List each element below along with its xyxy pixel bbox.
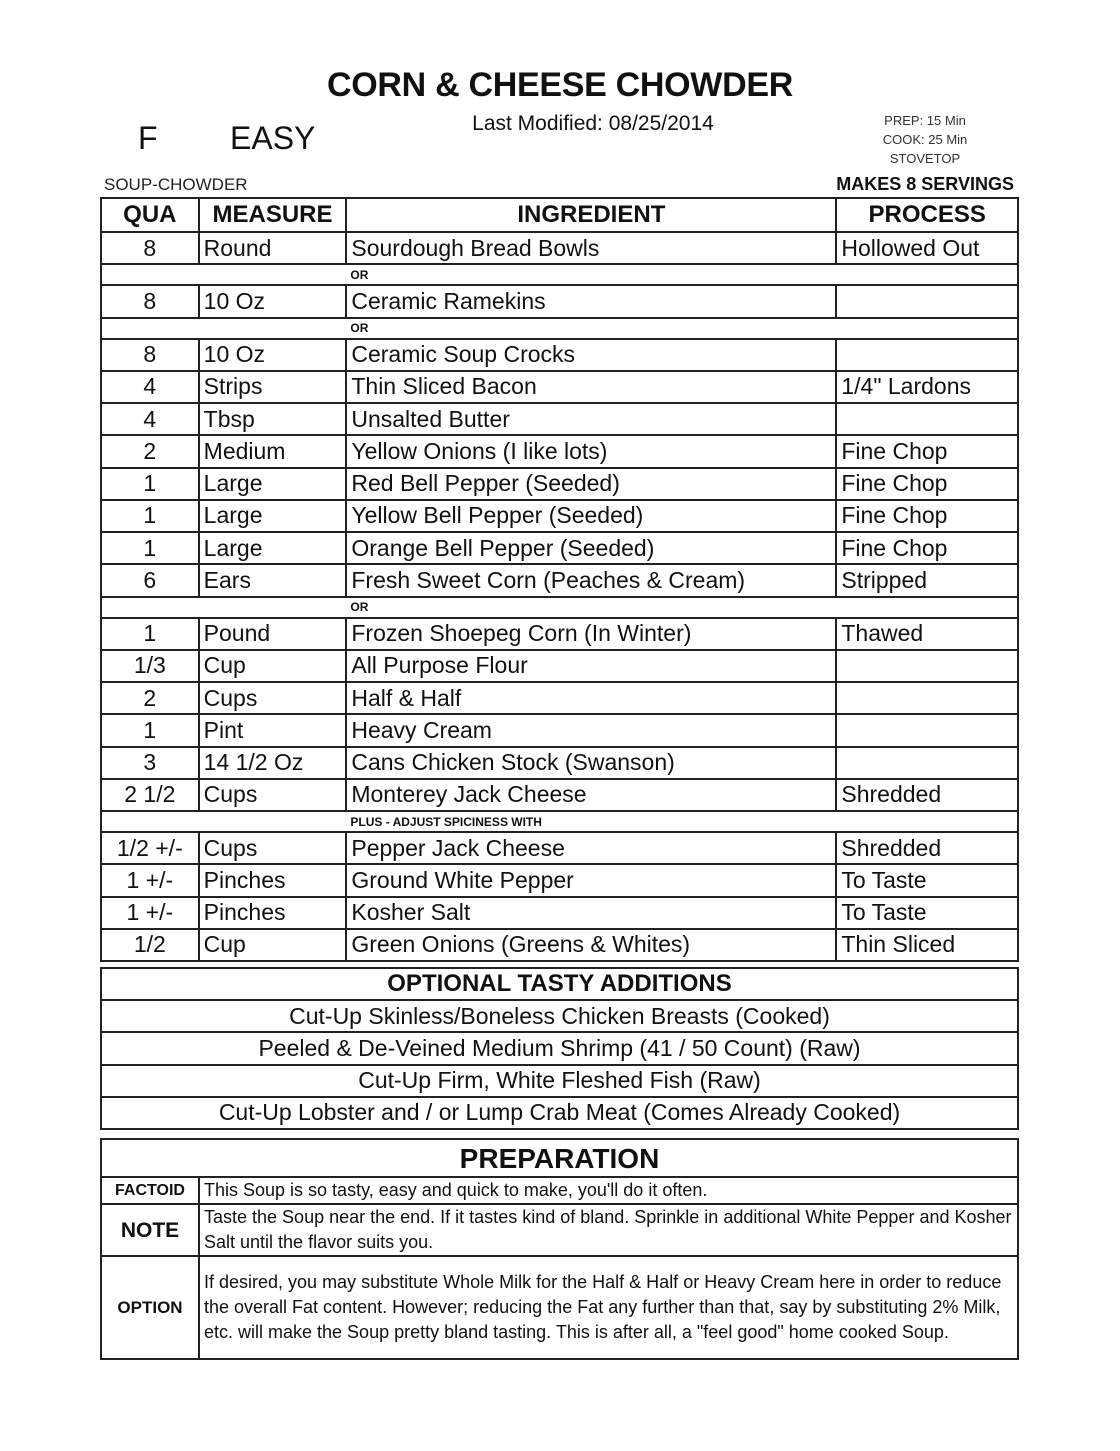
optional-item: Cut-Up Firm, White Fleshed Fish (Raw) [101, 1065, 1018, 1097]
ingredient-row [101, 532, 1018, 564]
measure-cell: Large [199, 532, 347, 564]
ingredient-row [101, 779, 1018, 811]
ingredient-row [101, 832, 1018, 864]
ingredient-row [101, 468, 1018, 500]
optional-item-row [101, 1065, 1018, 1097]
difficulty-level: EASY [230, 120, 316, 156]
process-cell: Stripped [836, 564, 1018, 596]
quantity-cell: 2 [101, 682, 199, 714]
ingredient-row [101, 403, 1018, 435]
separator-spacer [101, 264, 346, 285]
ingredient-row [101, 929, 1018, 961]
process-cell: Shredded [836, 832, 1018, 864]
preparation-heading: PREPARATION [101, 1139, 1018, 1177]
ingredient-row [101, 500, 1018, 532]
separator-spacer [101, 318, 346, 339]
preparation-note-row [101, 1177, 1018, 1204]
ingredient-cell: Pepper Jack Cheese [346, 832, 836, 864]
ingredient-cell: Kosher Salt [346, 897, 836, 929]
optional-item-row [101, 1097, 1018, 1129]
quantity-cell: 3 [101, 747, 199, 779]
optional-additions-body [101, 968, 1018, 1129]
recipe-category: SOUP-CHOWDER [104, 175, 248, 194]
note-text: If desired, you may substitute Whole Milk for the Half & Half or Heavy Cream here in order to reduce the overall Fat content. However; reducing the Fat any further than that, say by substituting 2% Milk, etc. will make the Soup pretty bland tasting. This is after all, a "feel good" home cooked Soup. [199, 1256, 1018, 1359]
measure-cell: Cups [199, 779, 347, 811]
difficulty-letter: F [138, 120, 158, 156]
cook-method: STOVETOP [889, 151, 961, 166]
quantity-cell: 1 +/- [101, 864, 199, 896]
ingredient-cell: Yellow Bell Pepper (Seeded) [346, 500, 836, 532]
measure-cell: Pinches [199, 864, 347, 896]
preparation-body [101, 1139, 1018, 1359]
separator-label: OR [346, 318, 1018, 339]
process-cell [836, 747, 1018, 779]
ingredient-cell: Yellow Onions (I like lots) [346, 435, 836, 467]
process-cell [836, 285, 1018, 317]
measure-cell: Tbsp [199, 403, 347, 435]
ingredients-table [100, 197, 1019, 962]
separator-row [101, 318, 1018, 339]
preparation-heading-row [101, 1139, 1018, 1177]
measure-cell: Cup [199, 650, 347, 682]
ingredient-cell: Red Bell Pepper (Seeded) [346, 468, 836, 500]
quantity-cell: 6 [101, 564, 199, 596]
time-info [850, 111, 1000, 168]
separator-row [101, 597, 1018, 618]
quantity-cell: 2 1/2 [101, 779, 199, 811]
quantity-cell: 1 +/- [101, 897, 199, 929]
ingredient-cell: Half & Half [346, 682, 836, 714]
note-text: This Soup is so tasty, easy and quick to make, you'll do it often. [199, 1177, 1018, 1204]
measure-cell: Cup [199, 929, 347, 961]
ingredient-row [101, 682, 1018, 714]
prep-time: PREP: 15 Min [884, 113, 966, 128]
measure-cell: 10 Oz [199, 285, 347, 317]
quantity-cell: 1 [101, 532, 199, 564]
quantity-cell: 8 [101, 339, 199, 371]
process-cell: Fine Chop [836, 500, 1018, 532]
separator-spacer [101, 811, 346, 832]
measure-cell: Large [199, 500, 347, 532]
ingredient-cell: Monterey Jack Cheese [346, 779, 836, 811]
separator-label: OR [346, 264, 1018, 285]
process-cell: Fine Chop [836, 435, 1018, 467]
recipe-title: CORN & CHEESE CHOWDER [327, 66, 793, 104]
ingredient-cell: Fresh Sweet Corn (Peaches & Cream) [346, 564, 836, 596]
ingredient-row [101, 618, 1018, 650]
process-cell [836, 339, 1018, 371]
optional-item: Peeled & De-Veined Medium Shrimp (41 / 50 Count) (Raw) [101, 1032, 1018, 1064]
ingredient-cell: Sourdough Bread Bowls [346, 232, 836, 264]
optional-item: Cut-Up Skinless/Boneless Chicken Breasts (Cooked) [101, 1000, 1018, 1032]
measure-cell: Round [199, 232, 347, 264]
ingredient-cell: Ground White Pepper [346, 864, 836, 896]
preparation-note-row [101, 1256, 1018, 1359]
ingredient-cell: Unsalted Butter [346, 403, 836, 435]
process-cell: Fine Chop [836, 468, 1018, 500]
quantity-cell: 1 [101, 714, 199, 746]
ingredient-row [101, 285, 1018, 317]
column-header-ingredient: INGREDIENT [346, 198, 836, 232]
ingredient-cell: Cans Chicken Stock (Swanson) [346, 747, 836, 779]
process-cell: 1/4" Lardons [836, 371, 1018, 403]
measure-cell: Pound [199, 618, 347, 650]
quantity-cell: 8 [101, 232, 199, 264]
ingredient-row [101, 714, 1018, 746]
optional-item-row [101, 1000, 1018, 1032]
measure-cell: 10 Oz [199, 339, 347, 371]
ingredient-cell: Heavy Cream [346, 714, 836, 746]
measure-cell: Pinches [199, 897, 347, 929]
servings: MAKES 8 SERVINGS [836, 174, 1014, 194]
process-cell [836, 650, 1018, 682]
optional-item-row [101, 1032, 1018, 1064]
quantity-cell: 4 [101, 371, 199, 403]
note-text: Taste the Soup near the end. If it tastes kind of bland. Sprinkle in additional White Pepper and Kosher Salt until the flavor suits you. [199, 1204, 1018, 1256]
note-label: OPTION [101, 1256, 199, 1359]
separator-label: OR [346, 597, 1018, 618]
ingredient-cell: Ceramic Ramekins [346, 285, 836, 317]
quantity-cell: 1 [101, 500, 199, 532]
process-cell: Shredded [836, 779, 1018, 811]
quantity-cell: 1/2 +/- [101, 832, 199, 864]
note-label: FACTOID [101, 1177, 199, 1204]
ingredient-row [101, 339, 1018, 371]
last-modified: Last Modified: 08/25/2014 [472, 112, 714, 135]
process-cell [836, 714, 1018, 746]
separator-row [101, 264, 1018, 285]
process-cell [836, 682, 1018, 714]
cook-time: COOK: 25 Min [882, 132, 968, 147]
measure-cell: Medium [199, 435, 347, 467]
measure-cell: 14 1/2 Oz [199, 747, 347, 779]
preparation-table [100, 1138, 1019, 1360]
column-header-process: PROCESS [836, 198, 1018, 232]
quantity-cell: 1 [101, 618, 199, 650]
quantity-cell: 8 [101, 285, 199, 317]
process-cell: To Taste [836, 864, 1018, 896]
separator-spacer [101, 597, 346, 618]
ingredient-row [101, 864, 1018, 896]
ingredients-header-row [101, 198, 1018, 232]
measure-cell: Cups [199, 832, 347, 864]
quantity-cell: 1/2 [101, 929, 199, 961]
note-label: NOTE [101, 1204, 199, 1256]
ingredients-body [101, 232, 1018, 961]
measure-cell: Ears [199, 564, 347, 596]
preparation-note-row [101, 1204, 1018, 1256]
optional-heading-row [101, 968, 1018, 1000]
optional-heading: OPTIONAL TASTY ADDITIONS [101, 968, 1018, 1000]
measure-cell: Large [199, 468, 347, 500]
optional-additions-table [100, 967, 1019, 1130]
measure-cell: Pint [199, 714, 347, 746]
process-cell [836, 403, 1018, 435]
ingredient-cell: Frozen Shoepeg Corn (In Winter) [346, 618, 836, 650]
quantity-cell: 1/3 [101, 650, 199, 682]
process-cell: To Taste [836, 897, 1018, 929]
optional-item: Cut-Up Lobster and / or Lump Crab Meat (Comes Already Cooked) [101, 1097, 1018, 1129]
ingredient-cell: Ceramic Soup Crocks [346, 339, 836, 371]
measure-cell: Cups [199, 682, 347, 714]
ingredient-row [101, 564, 1018, 596]
ingredient-row [101, 897, 1018, 929]
process-cell: Thawed [836, 618, 1018, 650]
column-header-qua: QUA [101, 198, 199, 232]
ingredient-row [101, 435, 1018, 467]
ingredient-row [101, 747, 1018, 779]
quantity-cell: 4 [101, 403, 199, 435]
column-header-measure: MEASURE [199, 198, 347, 232]
separator-row [101, 811, 1018, 832]
process-cell: Thin Sliced [836, 929, 1018, 961]
ingredient-cell: Orange Bell Pepper (Seeded) [346, 532, 836, 564]
measure-cell: Strips [199, 371, 347, 403]
ingredient-row [101, 650, 1018, 682]
quantity-cell: 1 [101, 468, 199, 500]
ingredient-row [101, 371, 1018, 403]
ingredient-cell: Thin Sliced Bacon [346, 371, 836, 403]
separator-label: PLUS - ADJUST SPICINESS WITH [346, 811, 1018, 832]
process-cell: Hollowed Out [836, 232, 1018, 264]
process-cell: Fine Chop [836, 532, 1018, 564]
ingredient-cell: All Purpose Flour [346, 650, 836, 682]
ingredient-row [101, 232, 1018, 264]
ingredient-cell: Green Onions (Greens & Whites) [346, 929, 836, 961]
quantity-cell: 2 [101, 435, 199, 467]
